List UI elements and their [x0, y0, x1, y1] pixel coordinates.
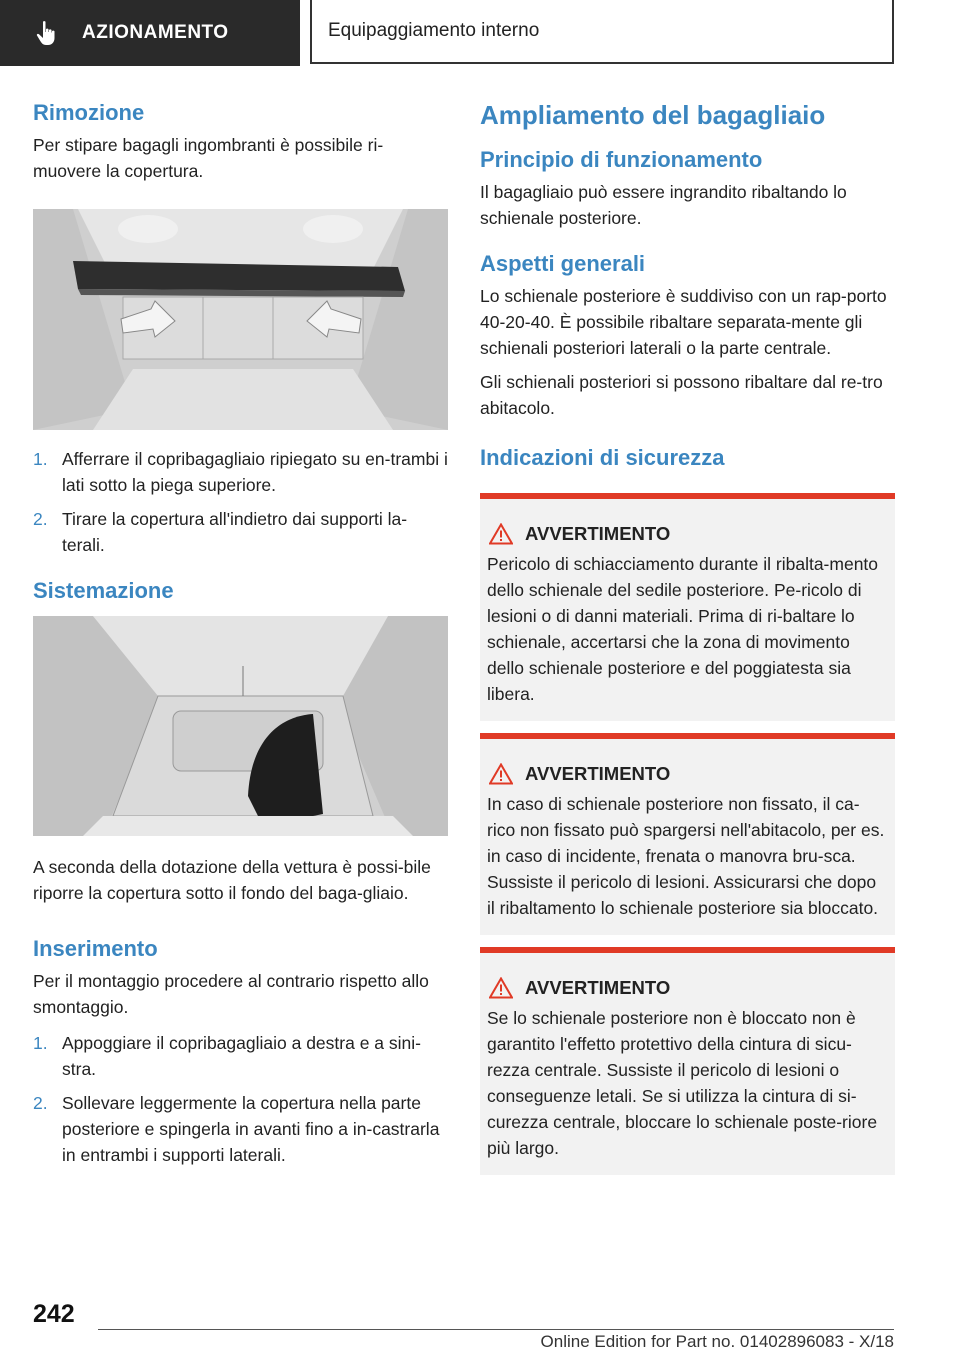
warning-text: Pericolo di schiacciamento durante il ribalta-mento dello schienale del sedile posteriore. Pe-ricolo di lesioni o di danni materiali. Prima di ri-baltare lo schienale, accertarsi che la zona di movimento dello schienale posteriore e del poggiatesta sia libera. [487, 554, 879, 704]
page-footer [0, 1300, 960, 1362]
section-tab [0, 0, 300, 66]
safety-heading: Indicazioni di sicurezza [480, 445, 725, 470]
main-heading: Ampliamento del bagagliaio [480, 100, 826, 130]
warning-text: Se lo schienale posteriore non è bloccato non è garantito l'effetto protettivo della cintura di sicu-rezza centrale. Sussiste il pericolo di lesioni o conseguenze letali. Se si utilizza la cintura di si-curezza centrale, bloccare lo schienale poste-riore più largo. [487, 1008, 878, 1158]
hand-icon [36, 20, 58, 46]
section-title: AZIONAMENTO [82, 22, 229, 43]
edition-note: Online Edition for Part no. 01402896083 - X/18 [540, 1332, 894, 1351]
page-header [0, 0, 960, 66]
warning-triangle-icon [489, 763, 513, 785]
removal-steps [33, 446, 448, 558]
general-text-2: Gli schienali posteriori si possono ribaltare dal re-tro abitacolo. [480, 372, 883, 418]
list-item: 2. Sollevare leggermente la copertura nella parte posteriore e spingerla in avanti fino a in-castrarla in entrambi i supporti laterali. [33, 1093, 440, 1165]
list-item: 1. Afferrare il copribagagliaio ripiegato su en-trambi i lati sotto la piega superiore. [33, 449, 448, 495]
storage-heading: Sistemazione [33, 578, 174, 603]
insert-steps [33, 1030, 448, 1168]
left-column [33, 100, 448, 1176]
general-text-1: Lo schienale posteriore è suddiviso con un rap-porto 40-20-40. È possibile ribaltare separata-mente gli schienali posteriori laterali o la parte centrale. [480, 286, 887, 358]
principle-heading: Principio di funzionamento [480, 147, 763, 172]
warning-triangle-icon [489, 523, 513, 545]
removal-heading: Rimozione [33, 100, 145, 125]
chapter-tab [310, 0, 894, 64]
warning-title: AVVERTIMENTO [525, 763, 671, 784]
right-column [480, 100, 895, 1175]
cover-storage-image [33, 616, 448, 836]
principle-text: Il bagagliaio può essere ingrandito ribaltando lo schienale posteriore. [480, 182, 847, 228]
warning-box [480, 947, 895, 1175]
list-item: 2. Tirare la copertura all'indietro dai supporti la-terali. [33, 509, 408, 555]
list-item: 1. Appoggiare il copribagagliaio a destra e a sini-stra. [33, 1033, 421, 1079]
insert-heading: Inserimento [33, 936, 158, 961]
warning-text: In caso di schienale posteriore non fissato, il ca-rico non fissato può spargersi nell'abitacolo, per es. in caso di incidente, frenata o manovra bru-sca. Sussiste il pericolo di lesioni. Assicurarsi che dopo il ribaltamento lo schienale posteriore sia bloccato. [487, 794, 885, 918]
removal-intro: Per stipare bagagli ingombranti è possibile ri-muovere la copertura. [33, 135, 384, 181]
cover-removal-image [33, 209, 448, 430]
general-heading: Aspetti generali [480, 251, 646, 276]
warning-title: AVVERTIMENTO [525, 977, 671, 998]
page-number: 242 [33, 1300, 75, 1328]
chapter-title: Equipaggiamento interno [328, 20, 540, 41]
insert-intro: Per il montaggio procedere al contrario rispetto allo smontaggio. [33, 971, 429, 1017]
warning-box [480, 733, 895, 935]
storage-text: A seconda della dotazione della vettura è possi-bile riporre la copertura sotto il fondo del baga-gliaio. [33, 857, 431, 903]
warning-triangle-icon [489, 977, 513, 999]
warning-box [480, 493, 895, 721]
footer-divider [98, 1329, 894, 1330]
warning-title: AVVERTIMENTO [525, 523, 671, 544]
